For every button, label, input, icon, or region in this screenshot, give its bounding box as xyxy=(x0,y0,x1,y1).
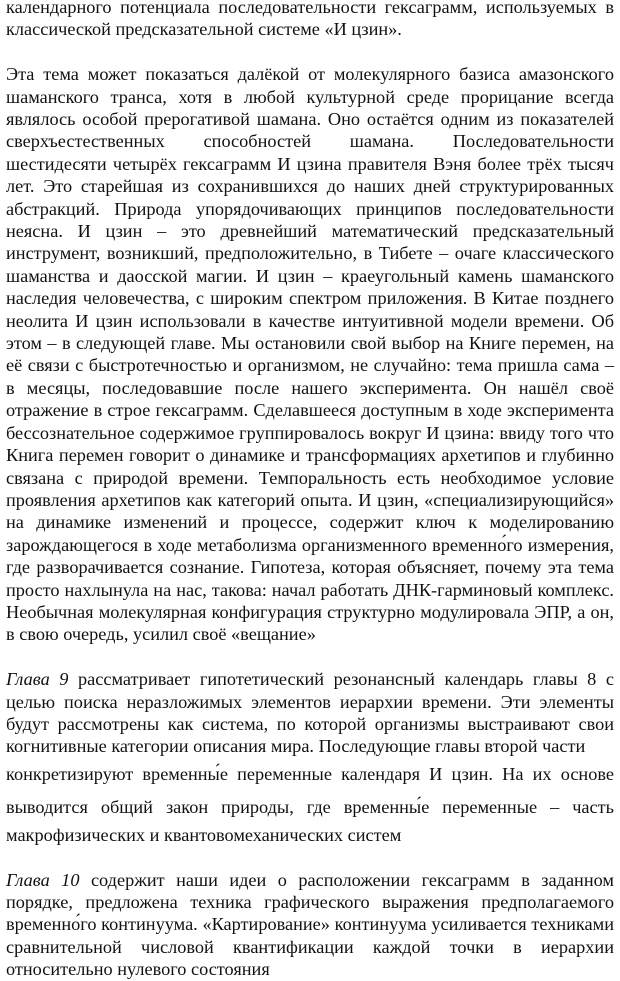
paragraph-main: Эта тема может показаться далёкой от молекулярного базиса амазонского шаманского транса, хотя в любой культурной среде прорицание всегда являлось особой прерогативой шамана. Оно остаётся одним из показателей сверхъестественных способностей шамана. Последовательности шестидесяти четырёх гексаграмм И цзина правителя Вэня более трёх тысяч лет. Это старейшая из сохранившихся до наших дней структурированных абстракций. Природа упорядочивающих принципов последовательности неясна. И цзин – это древнейший математический предсказательный инструмент, возникший, предположительно, в Тибете – очаге классического шаманства и даосской магии. И цзин – краеугольный камень шаманского наследия человечества, с широким спектром приложения. В Китае позднего неолита И цзин использовали в качестве интуитивной модели времени. Об этом – в следующей главе. Мы остановили свой выбор на Книге перемен, на её связи с быстротечностью и организмом, не случайно: тема пришла сама – в месяцы, последовавшие после нашего эксперимента. Он нашёл своё отражение в строе гексаграмм. Сделавшееся доступным в ходе эксперимента бессознательное содержимое группировалось вокруг И цзина: ввиду того что Книга перемен говорит о динамике и трансформациях архетипов и глубинно связана с природой времени. Темпоральность есть необходимое условие проявления архетипов как категорий опыта. И цзин, «специализирующийся» на динамике изменений и процессе, содержит ключ к моделированию зарождающегося в ходе метаболизма организменного временно́го измерения, где разворачивается сознание. Гипотеза, которая объясняет, почему эта тема просто нахлынула на нас, такова: начал работать ДНК-гарминовый комплекс. Необычная молекулярная конфигурация структурно модулировала ЭПР, а он, в свою очередь, усилил своё «вещание» xyxy=(6,64,614,645)
paragraph-gap xyxy=(6,41,614,63)
chapter-9-line: выводится общий закон природы, где временны́е переменные – часть xyxy=(6,796,614,817)
chapter-9-text: рассматривает гипотетический резонансный календарь главы 8 с целью поиска неразложимых элементов иерархии времени. Эти элементы будут рассмотрены как система, по которой организмы выстраивают свои когнитивные категории описания мира. Последующие главы второй части xyxy=(6,669,614,757)
chapter-9-line: макрофизических и квантовомеханических систем xyxy=(6,824,402,845)
document-page xyxy=(6,0,614,981)
chapter-10-text: содержит наши идеи о расположении гексаграмм в заданном порядке, предложена техника графического выражения предполагаемого временно́го континуума. «Картирование» континуума усиливается техниками сравнительной числовой квантификации каждой точки в иерархии относительно нулевого состояния xyxy=(6,869,614,980)
paragraph-intro-tail: календарного потенциала последовательности гексаграмм, используемых в классической предсказательной системе «И цзин». xyxy=(6,0,614,40)
chapter-9-label: Глава 9 xyxy=(6,669,69,690)
chapter-9-line: конкретизируют временны́е переменные календаря И цзин. На их основе xyxy=(6,763,614,784)
paragraph-gap xyxy=(6,646,614,668)
chapter-10-label: Глава 10 xyxy=(6,869,80,890)
paragraph-chapter-9 xyxy=(6,668,614,846)
paragraph-gap xyxy=(6,846,614,868)
paragraph-chapter-10 xyxy=(6,869,614,981)
